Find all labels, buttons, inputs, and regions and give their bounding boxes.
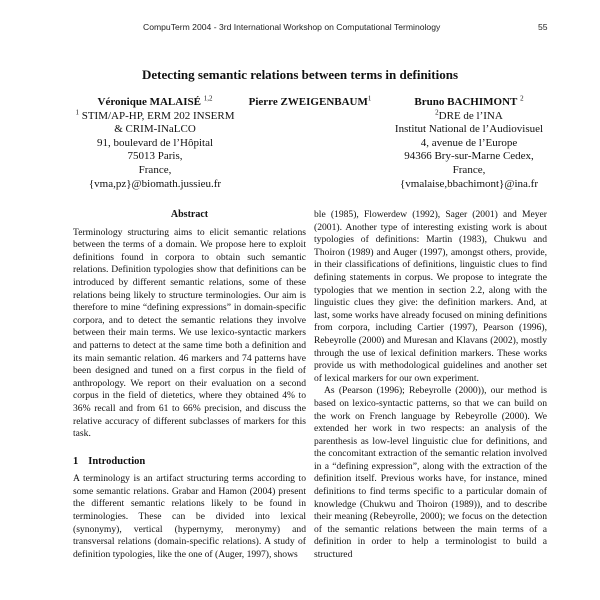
author-block-1 <box>62 96 248 191</box>
affiliation-mark: 1 <box>75 107 79 116</box>
body-paragraph: ble (1985), Flowerdew (1992), Sager (2001) and Meyer (2001). Another type of interesting existing work is about typologies of definitions: Martin (1983), Chukwu and Thoiron (1989) and Auger (1997), amongst others, provide, in their classifications of definitions, linguistic clues to find defining statements in corpus. We propose to integrate the typologies that we mention in section 2.2, along with the linguistic clues they give: the definition markers. And, at last, some works have already focused on mining definitions from corpora, including Cartier (1997), Pearson (1996), Rebeyrolle (2000) and Muresan and Klavans (2002), mostly through the use of lexical definition markers. These works provide us with methodological guidelines and another set of lexical markers for our own experiment. <box>314 209 547 384</box>
email-line: {vmalaise,bbachimont}@ina.fr <box>400 177 538 190</box>
body-paragraph: As (Pearson (1996); Rebeyrolle (2000)), our method is based on lexico-syntactic patterns, so that we can build on the work on French language by Rebeyrolle (2000). We extended her work in two respects: an analysis of the parenthesis as low-level linguistic clue for definitions, and the concomitant extraction of the semantic relation involved in a “defining expression”, along with the extraction of the definition itself. Previous works have, for instance, mined definitions to find terms specific to a particular domain of knowledge (Chukwu and Thoiron (1989)), and to describe their meaning (Rebeyrolle, 2000); we focus on the detection of the semantic relations between the main terms of a definition in order to help a terminologist to build a structured <box>314 385 547 561</box>
address-line: 4, avenue de l’Europe <box>420 136 518 149</box>
section-number: 1 <box>73 455 79 467</box>
address-line: 75013 Paris, <box>127 150 183 163</box>
affiliation-line: Institut National de l’Audiovisuel <box>394 123 544 136</box>
introduction-paragraph: A terminology is an artifact structuring terms according to some semantic relations. Grabar and Hamon (2004) present the different semantic relations likely to be found in terminologies. These can be divided into lexical (synonymy), vertical (hypernymy, meronymy) and transversal relations (domain-specific relations). A study of definition typologies, like the one of (Auger, 1997), shows <box>73 473 306 560</box>
affiliation-line: DRE de l’INA <box>438 109 503 122</box>
section-title: Introduction <box>88 455 146 467</box>
author-name: Pierre ZWEIGENBAUM <box>248 96 368 108</box>
address-line: 91, boulevard de l’Hôpital <box>96 136 214 149</box>
right-column <box>314 209 547 562</box>
author-affiliation-mark: 1,2 <box>203 94 213 103</box>
address-line: France, <box>452 163 486 176</box>
paper-title: Detecting semantic relations between terms in definitions <box>141 67 459 82</box>
author-affiliation-mark: 1 <box>367 94 372 103</box>
author-name: Bruno BACHIMONT <box>414 96 518 108</box>
address-line: 94366 Bry-sur-Marne Cedex, <box>404 150 534 163</box>
author-block-3 <box>374 96 564 191</box>
author-name: Véronique MALAISÉ <box>97 96 201 108</box>
running-head: CompuTerm 2004 - 3rd International Workshop on Computational Terminology <box>143 22 441 32</box>
page-number: 55 <box>538 22 548 32</box>
email-line: {vma,pz}@biomath.jussieu.fr <box>88 177 222 190</box>
affiliation-mark: 2 <box>435 107 439 116</box>
address-line: France, <box>138 163 172 176</box>
abstract-heading: Abstract <box>170 209 209 220</box>
author-block-2 <box>240 96 380 110</box>
affiliation-line: & CRIM-INaLCO <box>114 123 196 136</box>
abstract-text: Terminology structuring aims to elicit semantic relations between the terms of a domain. We propose here to exploit definitions found in corpora to obtain such semantic relations. Definition typologies show that definitions can be introduced by different semantic relations, some of these relations being likely to structure terminologies. Our aim is therefore to mine “defining expressions” in domain-specific corpora, and to detect the semantic relations they involve between their main terms. We use lexico-syntactic markers and patterns to detect at the same time both a definition and its main semantic relation. 46 markers and 74 patterns have been designed and tuned on a first corpus in the field of anthropology. We report on their evaluation on a second corpus in the field of dietetics, where they obtained 4% to 36% recall and from 61 to 66% precision, and discuss the relative accuracy of different subclasses of markers for this task. <box>73 226 306 440</box>
affiliation-line: STIM/AP-HP, ERM 202 INSERM <box>81 109 235 122</box>
introduction-heading <box>73 456 306 469</box>
left-column <box>73 209 306 561</box>
author-affiliation-mark: 2 <box>520 94 524 103</box>
